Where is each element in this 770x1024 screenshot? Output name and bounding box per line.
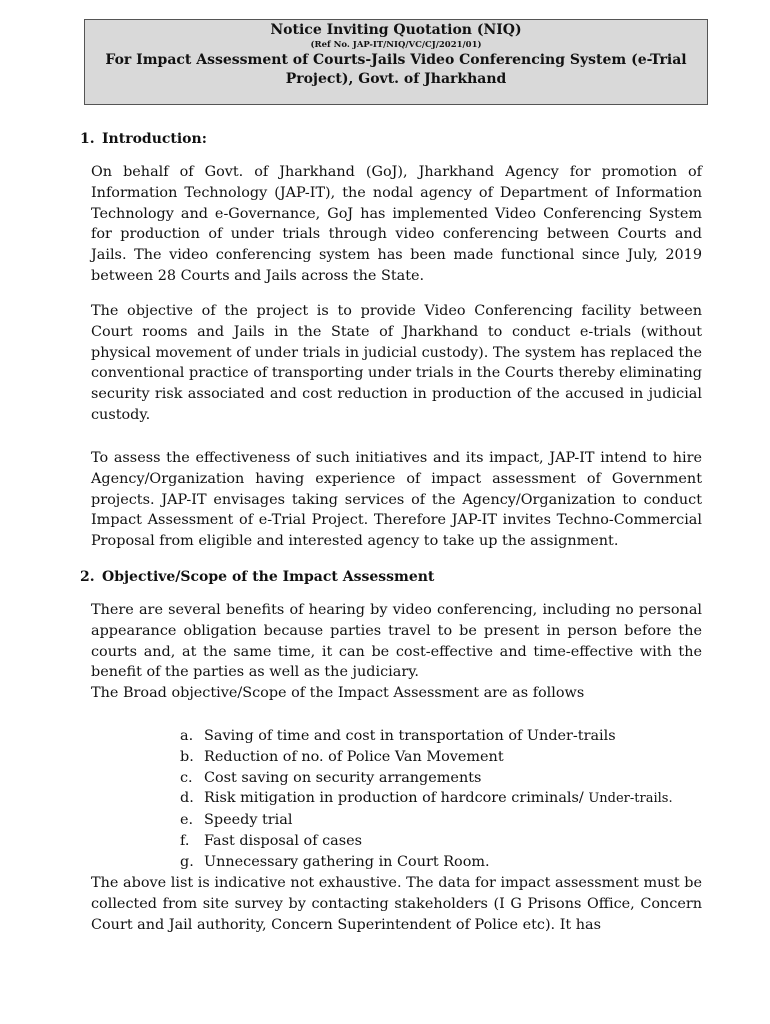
closing-paragraph: The above list is indicative not exhaustive. The data for impact assessment must be collected from site survey by contacting stakeholders (I G Prisons Office, Concern Court and Jail authority, Concern Superintendent of Police etc). It has [91, 875, 702, 933]
list-item [180, 810, 673, 831]
list-item [180, 788, 673, 810]
list-marker: c. [180, 769, 193, 786]
scope-paragraph-1: There are several benefits of hearing by video conferencing, including no personal appearance obligation because parties travel to be present in person before the courts and, at the same time, it can be cost-effective and time-effective with the benefit of the parties as well as the judiciary. [91, 602, 702, 681]
section-number: 1. [80, 131, 95, 147]
notice-subtitle: For Impact Assessment of Courts-Jails Video Conferencing System (e-Trial Project), Govt. of Jharkhand [105, 52, 687, 87]
list-item-text: Speedy trial [204, 812, 293, 829]
list-marker: e. [180, 812, 194, 829]
list-item-text: Risk mitigation in production of hardcore criminals/ [204, 790, 584, 807]
section-1-heading [80, 129, 207, 149]
notice-header-box [84, 19, 708, 105]
section-title: Introduction: [102, 131, 207, 147]
objectives-list [180, 726, 673, 873]
section-2-heading [80, 567, 434, 587]
section-title: Objective/Scope of the Impact Assessment [102, 569, 435, 585]
list-marker: f. [180, 832, 190, 849]
section-number: 2. [80, 569, 95, 585]
reference-number: (Ref No. JAP-IT/NIQ/VC/CJ/2021/01) [310, 40, 482, 50]
intro-paragraph-1: On behalf of Govt. of Jharkhand (GoJ), Jharkhand Agency for promotion of Information Technology (JAP-IT), the nodal agency of Department of Information Technology and e-Governance, GoJ has implemented Video Conferencing System for production of under trials through video conferencing between Courts and Jails. The video conferencing system has been made functional since July, 2019 between 28 Courts and Jails across the State. [91, 164, 702, 284]
list-item [180, 726, 673, 747]
scope-paragraph-2: The Broad objective/Scope of the Impact Assessment are as follows [91, 685, 585, 701]
list-item-text-small: Under-trails. [588, 791, 673, 807]
list-item-text: Reduction of no. of Police Van Movement [204, 748, 504, 765]
list-marker: a. [180, 728, 194, 744]
list-item-text: Fast disposal of cases [204, 832, 363, 849]
list-marker: d. [180, 790, 194, 807]
list-item [180, 768, 673, 789]
list-item [180, 852, 673, 873]
list-item [180, 747, 673, 768]
intro-paragraph-3: To assess the effectiveness of such initiatives and its impact, JAP-IT intend to hire Agency/Organization having experience of impact assessment of Government projects. JAP-IT envisages taking services of the Agency/Organization to conduct Impact Assessment of e-Trial Project. Therefore JAP-IT invites Techno-Commercial Proposal from eligible and interested agency to take up the assignment. [91, 450, 702, 550]
notice-title: Notice Inviting Quotation (NIQ) [270, 22, 522, 38]
list-marker: g. [180, 853, 194, 870]
list-item [180, 831, 673, 852]
list-marker: b. [180, 748, 194, 765]
list-item-text: Saving of time and cost in transportation of Under-trails [204, 728, 616, 744]
intro-paragraph-2: The objective of the project is to provide Video Conferencing facility between Court rooms and Jails in the State of Jharkhand to conduct e-trials (without physical movement of under trials in judicial custody). The system has replaced the conventional practice of transporting under trials in the Courts thereby eliminating security risk associated and cost reduction in production of the accused in judicial custody. [91, 303, 702, 423]
list-item-text: Unnecessary gathering in Court Room. [204, 853, 490, 870]
list-item-text: Cost saving on security arrangements [204, 769, 482, 786]
